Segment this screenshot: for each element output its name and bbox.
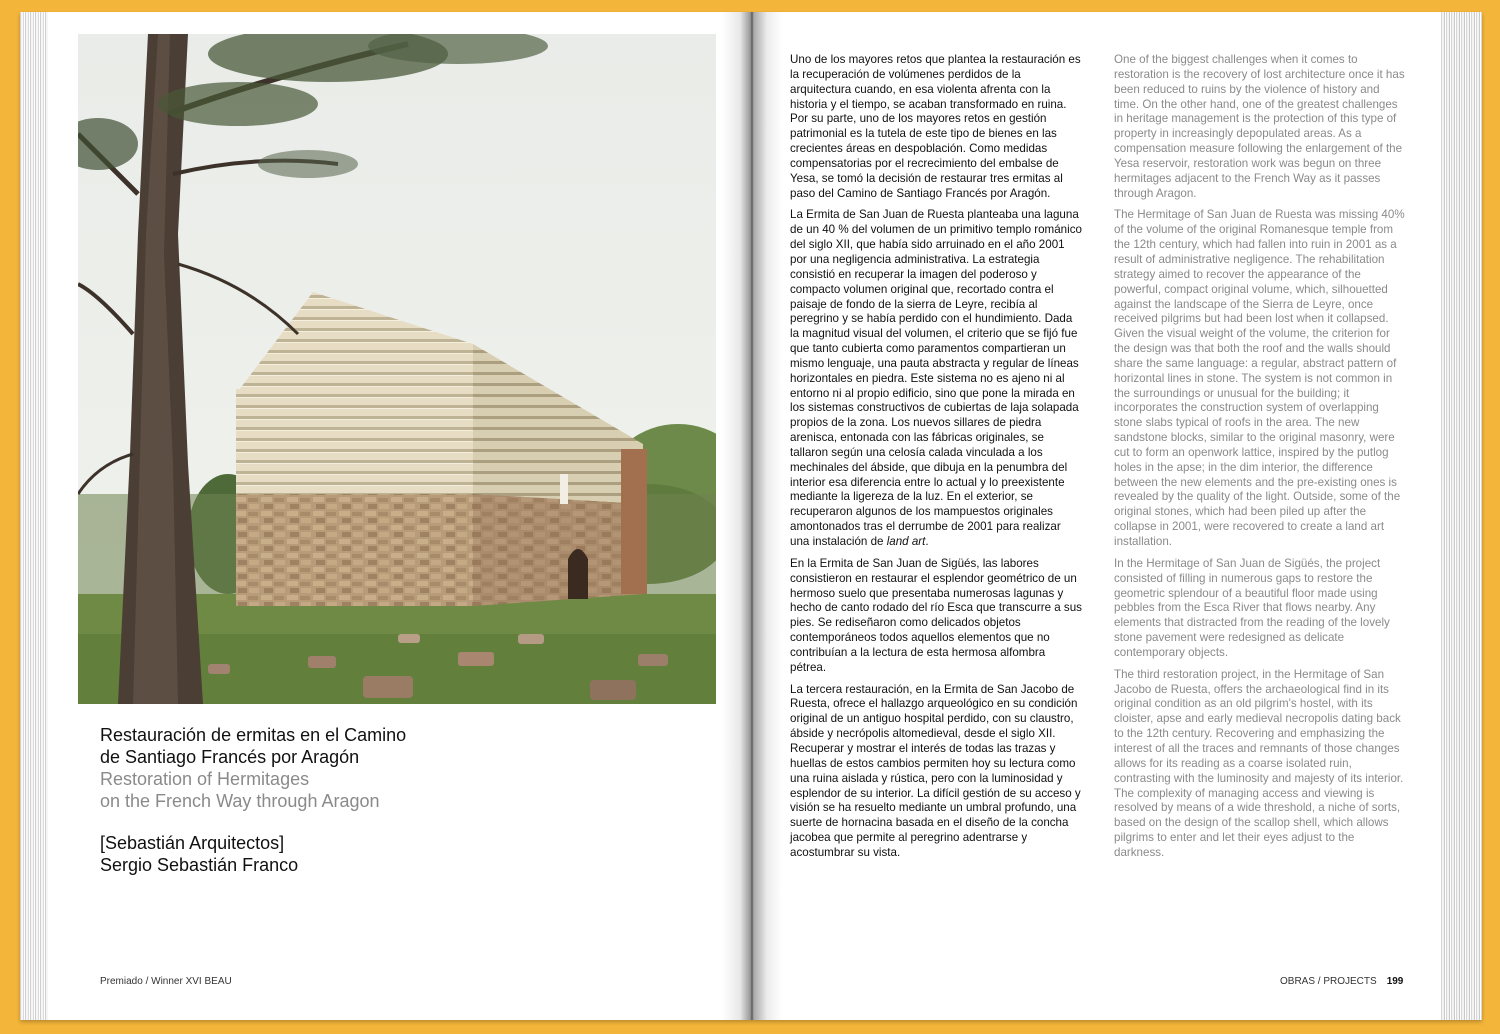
studio-name: [Sebastián Arquitectos] xyxy=(100,833,285,853)
hermitage-photo xyxy=(78,34,716,704)
en-paragraph-3: In the Hermitage of San Juan de Sigüés, the project consisted of filling in numerous gaps to restore the geometric splendour of a beautiful floor made using pebbles from the Esca River that flows nearby. Any elements that distracted from the reading of the lovely stone pavement were redesigned as delicate contemporary objects. xyxy=(1114,556,1390,659)
footer-section xyxy=(1280,976,1403,987)
title-en-line2: on the French Way through Aragon xyxy=(100,791,380,811)
es-paragraph-4: La tercera restauración, en la Ermita de San Jacobo de Ruesta, ofrece el hallazgo arqueológico en su condición original de un antiguo hospital perdido, con su claustro, ábside y necrópolis altomedieval, desde el siglo XII. Recuperar y mostrar el interés de todas las trazas y huellas de estos cambios permiten hoy su lectura como una ruina aislada y rústica, pero con la luminosidad y esplendor de su interior. La difícil gestión de su acceso y visión se ha resuelto mediante un umbral profundo, una suerte de hornacina basada en el diseño de la concha jacobea que permite al peregrino adentrarse y acostumbrar su vista. xyxy=(790,682,1081,859)
footer-award: Premiado / Winner XVI BEAU xyxy=(100,976,232,987)
column-spanish xyxy=(790,53,1082,868)
architect-name: Sergio Sebastián Franco xyxy=(100,855,299,875)
page-edges-right xyxy=(1440,12,1482,1020)
en-paragraph-2: The Hermitage of San Juan de Ruesta was missing 40% of the volume of the original Romanesque temple from the 12th century, which had fallen into ruin in 2001 as a result of administrative negligence. The rehabilitation strategy aimed to recover the appearance of the powerful, compact original volume, which, silhouetted against the landscape of the Sierra de Leyre, once received pilgrims but had been lost when it collapsed. Given the visual weight of the volume, the criterion for the design was that both the roof and the walls should share the same language: a regular, abstract pattern of horizontal lines in stone. The system is not common in the surroundings or unusual for the building; it incorporates the construction system of overlapping stone slabs typical of roofs in the area. The new sandstone blocks, similar to the original masonry, were cut to form an openwork lattice, inspired by the putlog holes in the apse; in the dim interior, the difference between the new elements and the pre-existing ones is revealed by the quality of the light. Outside, some of the original stones, which had been piled up after the collapse in 2001, were recovered to create a land art installation. xyxy=(1114,208,1405,548)
es-paragraph-1: Uno de los mayores retos que plantea la restauración es la recuperación de volúmenes perdidos de la arquitectura cuando, en esa violenta afrenta con la historia y el tiempo, se acaban transformado en ruina. Por su parte, uno de los mayores retos en gestión patrimonial es la tutela de este tipo de bienes en las crecientes áreas en despoblación. Como medidas compensatorias por el recrecimiento del embalse de Yesa, se tomó la decisión de restaurar tres ermitas al paso del Camino de Santiago Francés por Aragón. xyxy=(790,53,1081,200)
title-es-line1: Restauración de ermitas en el Camino xyxy=(100,725,407,745)
article-title-block xyxy=(100,724,500,876)
author-block xyxy=(100,832,500,876)
column-english xyxy=(1114,53,1406,868)
es-paragraph-3: En la Ermita de San Juan de Sigüés, las labores consistieron en restaurar el esplendor geométrico de un hermoso suelo que presentaba numerosas lagunas y hecho de canto rodado del río Esca que transcurre a sus pies. Se rediseñaron como delicados objetos contemporáneos todos aquellos elementos que no contribuían a la lectura de esta hermosa alfombra pétrea. xyxy=(790,556,1082,674)
es-land-art: land art xyxy=(886,535,926,548)
en-paragraph-1: One of the biggest challenges when it comes to restoration is the recovery of lost architecture once it has been reduced to ruins by the violence of history and time. On the other hand, one of the greatest challenges in heritage management is the protection of this type of property in increasingly depopulated areas. As a compensation measure following the enlargement of the Yesa reservoir, restoration work was begun on three hermitages adjacent to the French Way as it passes through Aragon. xyxy=(1114,53,1405,200)
es-paragraph-2: La Ermita de San Juan de Ruesta planteaba una laguna de un 40 % del volumen de un primitivo templo románico del siglo XII, que había sido arruinado en el año 2001 por una negligencia administrativa. La estrategia consistió en recuperar la imagen del poderoso y compacto volumen original que, recortado contra el paisaje de fondo de la sierra de Leyre, recibía al peregrino y se había perdido con el hundimiento. Dada la magnitud visual del volumen, el criterio que se fijó fue que tanto cubierta como paramentos compartieran un mismo lenguaje, una pauta abstracta y regular de líneas horizontales en piedra. Este sistema no es ajeno ni al entorno ni al propio edificio, sino que pone la mirada en los sistemas constructivos de cubiertas de laja solapada propios de la zona. Los nuevos sillares de piedra arenisca, entonada con las fábricas originales, se tallaron según una celosía calada vinculada a los mechinales del ábside, que dibuja en la penumbra del interior esa diferencia entre lo actual y lo preexistente mediante la ligereza de la luz. En el exterior, se recuperaron algunos de los mampuestos originales amontonados tras el derrumbe de 2001 para realizar una instalación de land art. xyxy=(790,208,1082,548)
page-edges-left xyxy=(20,12,48,1020)
es-paragraph-2-text: La Ermita de San Juan de Ruesta planteaba una laguna de un 40 % del volumen de un primitivo templo románico del siglo XII, que había sido arruinado en el año 2001 por una negligencia administrativa. La estrategia consistió en recuperar la imagen del poderoso y compacto volumen original que, recortado contra el paisaje de fondo de la sierra de Leyre, recibía al peregrino y se había perdido con el hundimiento. Dada la magnitud visual del volumen, el criterio que se fijó fue que tanto cubierta como paramentos compartieran un mismo lenguaje, una pauta abstracta y regular de líneas horizontales en piedra. Este sistema no es ajeno ni al entorno ni al propio edificio, sino que pone la mirada en los sistemas constructivos de cubiertas de laja solapada propios de la zona. Los nuevos sillares de piedra arenisca, entonada con las fábricas originales, se tallaron según una celosía calada vinculada a los mechinales del ábside, que dibuja en la penumbra del interior esa diferencia entre lo actual y lo preexistente mediante la ligereza de la luz. En el exterior, se recuperaron algunos de los mampuestos originales amontonados tras el derrumbe de 2001 para realizar una instalación de xyxy=(790,208,1082,548)
en-paragraph-4: The third restoration project, in the Hermitage of San Jacobo de Ruesta, offers the archaeological find in its original condition as an old pilgrim's hostel, with its cloister, apse and early medieval necropolis dating back to the 12th century. Recovering and emphasizing the interest of all the traces and remnants of those changes allows for its reading as a coarse isolated ruin, contrasting with the luminosity and majesty of its interior. The complexity of managing access and viewing is resolved by means of a wide threshold, a niche of sorts, based on the design of the scallop shell, which allows pilgrims to enter and let their eyes adjust to the darkness. xyxy=(1114,667,1404,859)
page-number: 199 xyxy=(1386,976,1404,987)
title-es-line2: de Santiago Francés por Aragón xyxy=(100,747,360,767)
footer-section-label: OBRAS / PROJECTS xyxy=(1280,976,1377,987)
book-gutter xyxy=(722,12,782,1020)
title-en-line1: Restoration of Hermitages xyxy=(100,769,310,789)
